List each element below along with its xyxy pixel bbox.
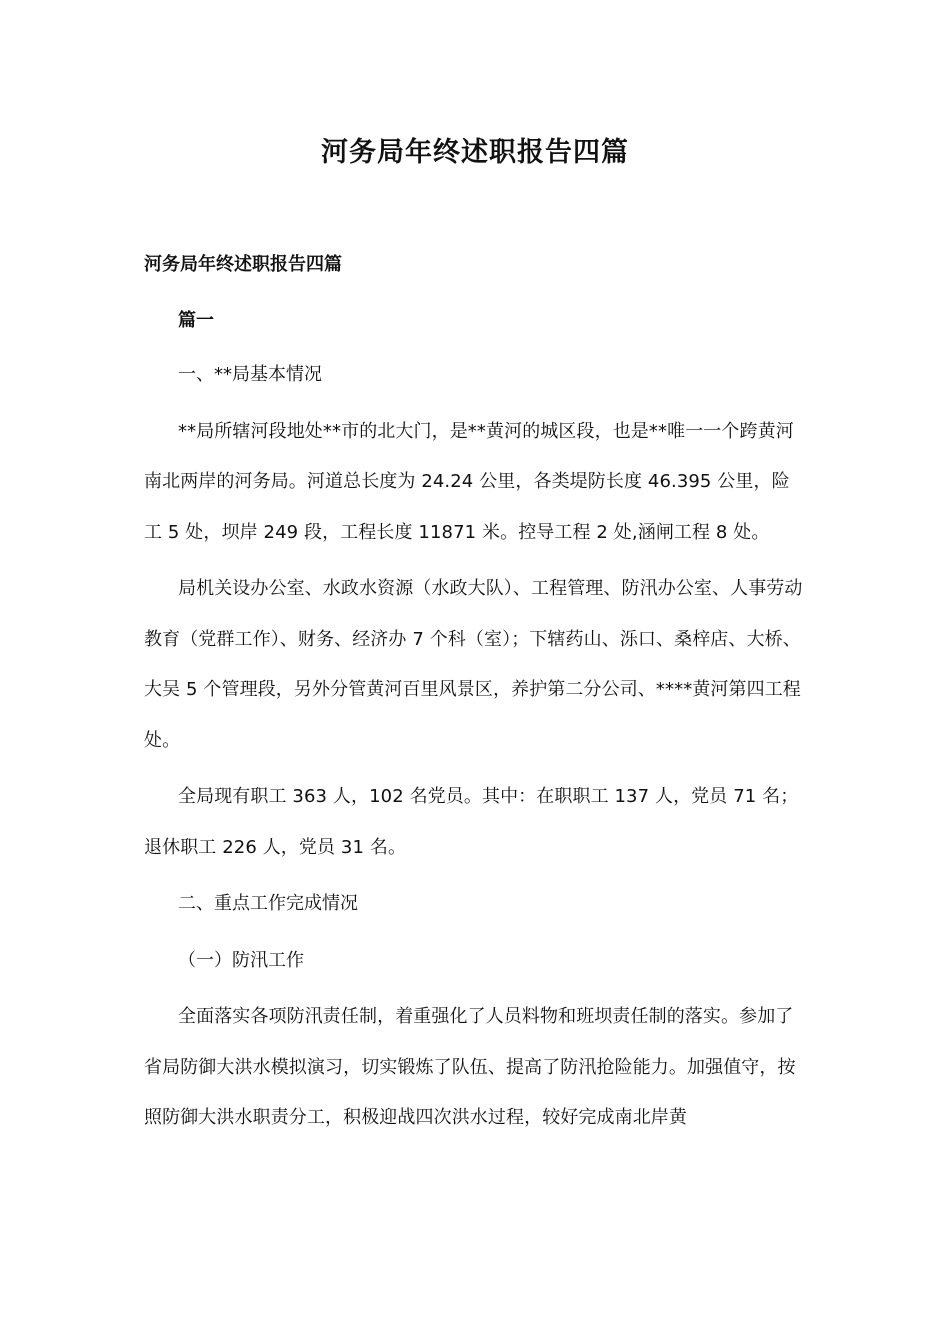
paragraph-organization: 局机关设办公室、水政水资源（水政大队）、工程管理、防汛办公室、人事劳动教育（党群工作）、财务、经济办 7 个科（室）；下辖药山、泺口、桑梓店、大桥、大吴 5 个管理段，另外分管黄河百里风景区，养护第二分公司、****黄河第四工程处。 xyxy=(144,578,803,751)
document-subtitle: 河务局年终述职报告四篇 xyxy=(144,254,342,275)
subheading-flood-control: （一）防汛工作 xyxy=(178,949,304,971)
document-title: 河务局年终述职报告四篇 xyxy=(321,137,629,168)
section-label: 篇一 xyxy=(178,310,214,331)
heading-key-work: 二、重点工作完成情况 xyxy=(178,893,358,914)
paragraph-flood-control: 全面落实各项防汛责任制，着重强化了人员料物和班坝责任制的落实。参加了省局防御大洪水模拟演习，切实锻炼了队伍、提高了防汛抢险能力。加强值守，按照防御大洪水职责分工，积极迎战四次洪水过程，较好完成南北岸黄 xyxy=(144,1006,796,1128)
paragraph-staff: 全局现有职工 363 人，102 名党员。其中：在职职工 137 人，党员 71 名；退休职工 226 人，党员 31 名。 xyxy=(144,786,799,858)
document-body xyxy=(144,350,806,1144)
heading-basic-info: 一、**局基本情况 xyxy=(178,364,322,385)
paragraph-jurisdiction: **局所辖河段地处**市的北大门，是**黄河的城区段，也是**唯一一个跨黄河南北两岸的河务局。河道总长度为 24.24 公里，各类堤防长度 46.395 公里，险工 5 处，坝岸 249 段，工程长度 11871 米。控导工程 2 处,涵闸工程 8 处。 xyxy=(144,420,794,543)
